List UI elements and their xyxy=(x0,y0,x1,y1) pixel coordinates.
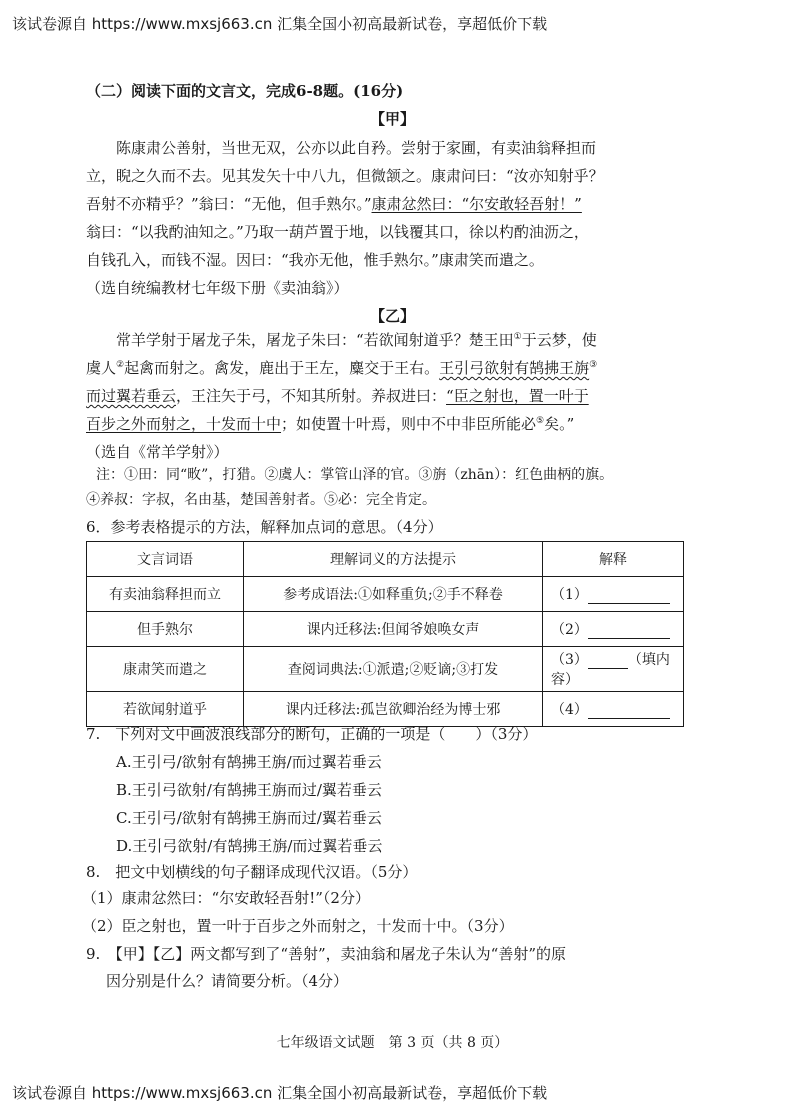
yi-line-3 xyxy=(86,385,589,406)
q8-item-1: （1）康肃忿然曰：“尔安敢轻吾射!”（2分） xyxy=(82,889,370,907)
yi-text-d: 起禽而射之。禽发，鹿出于王左，麋交于王右。 xyxy=(124,359,440,377)
q7-option-b: B.王引弓欲射/有鹄拂王旃而过/翼若垂云 xyxy=(116,781,382,799)
bottom-banner: 该试卷源自 https://www.mxsj663.cn 汇集全国小初高最新试卷，享超低价下载 xyxy=(12,1084,548,1102)
method-cell: 课内迁移法:但闻爷娘唤女声 xyxy=(244,612,543,647)
answer-cell[interactable] xyxy=(543,612,684,647)
yi-source: （选自《常羊学射》） xyxy=(86,443,229,461)
jia-line-2: 立，睨之久而不去。见其发矢十中八九，但微颔之。康肃问曰：“汝亦知射乎？ xyxy=(86,167,604,185)
answer-cell[interactable] xyxy=(543,692,684,727)
jia-line-5: 自钱孔入，而钱不湿。因曰：“我亦无他，惟手熟尔。”康肃笑而遣之。 xyxy=(86,251,544,269)
table-row xyxy=(87,577,684,612)
notes-line-2: ④养叔：字叔，名由基，楚国善射者。⑤必：完全肯定。 xyxy=(86,492,436,508)
table-row xyxy=(87,612,684,647)
jia-line-1: 陈康肃公善射，当世无双，公亦以此自矜。尝射于家圃，有卖油翁释担而 xyxy=(116,139,597,157)
answer-cell[interactable] xyxy=(543,647,684,692)
q7-option-c: C.王引弓/欲射有鹄拂王旃而过/翼若垂云 xyxy=(116,809,382,827)
yi-text-f: ；如使置十叶焉，则中不中非臣所能必 xyxy=(281,415,537,433)
answer-label: （4） xyxy=(551,702,588,718)
table-header: 文言词语 xyxy=(87,542,244,577)
top-banner: 该试卷源自 https://www.mxsj663.cn 汇集全国小初高最新试卷，享超低价下载 xyxy=(12,15,548,33)
method-cell: 查阅词典法:①派遣;②贬谪;③打发 xyxy=(244,647,543,692)
answer-blank[interactable] xyxy=(588,624,670,639)
jia-line-4: 翁曰：“以我酌油知之。”乃取一葫芦置于地，以钱覆其口，徐以杓酌油沥之， xyxy=(86,223,589,241)
note-mark-3: ③ xyxy=(589,360,598,370)
underlined-sentence-2b: 百步之外而射之，十发而十中 xyxy=(86,415,282,433)
yi-line-2 xyxy=(86,357,597,378)
question-9-line-1: 9. 【甲】【乙】两文都写到了“善射”，卖油翁和屠龙子朱认为“善射”的原 xyxy=(86,945,566,963)
underlined-sentence-1: 康肃忿然曰：“尔安敢轻吾射！” xyxy=(371,195,582,213)
table-header: 理解词义的方法提示 xyxy=(244,542,543,577)
jia-line-3 xyxy=(86,193,582,214)
table-row xyxy=(87,647,684,692)
answer-label: （3） xyxy=(551,652,588,668)
answer-blank[interactable] xyxy=(588,704,670,719)
q8-item-2: （2）臣之射也，置一叶于百步之外而射之，十发而十中。（3分） xyxy=(82,917,514,935)
method-cell: 课内迁移法:孤岂欲卿治经为博士邪 xyxy=(244,692,543,727)
word-cell: 康肃笑而遣之 xyxy=(87,647,244,692)
yi-text-b: 于云梦，使 xyxy=(521,331,597,349)
question-8: 8. 把文中划横线的句子翻译成现代汉语。（5分） xyxy=(86,863,418,881)
jia-source: （选自统编教材七年级下册《卖油翁》） xyxy=(86,279,349,297)
wavy-sentence-part-1: 王引弓欲射有鹄拂王旃 xyxy=(439,359,590,377)
yi-text-c: 虞人 xyxy=(86,359,117,377)
word-cell: 但手熟尔 xyxy=(87,612,244,647)
answer-label: （2） xyxy=(551,622,588,638)
answer-label: （1） xyxy=(551,587,588,603)
yi-title: 【乙】 xyxy=(369,307,415,325)
underlined-sentence-2a: “臣之射也，置一叶于 xyxy=(446,387,589,405)
yi-text-e: ，王注矢于弓，不知其所射。养叔进曰： xyxy=(176,387,447,405)
vocab-table xyxy=(86,541,684,727)
yi-line-1 xyxy=(116,329,597,350)
note-mark-5: ⑤ xyxy=(536,416,545,426)
word-cell: 若欲闻射道乎 xyxy=(87,692,244,727)
wavy-sentence-part-2: 而过翼若垂云 xyxy=(86,387,177,405)
answer-blank[interactable] xyxy=(588,589,670,604)
answer-blank[interactable] xyxy=(588,654,628,669)
table-header: 解释 xyxy=(543,542,684,577)
notes-line-1: 注：①田：同“畋”，打猎。②虞人：掌管山泽的官。③旃（zhān）：红色曲柄的旗。 xyxy=(96,467,614,483)
word-cell: 有卖油翁释担而立 xyxy=(87,577,244,612)
table-header-row xyxy=(87,542,684,577)
section-title: （二）阅读下面的文言文，完成6-8题。(16分) xyxy=(86,82,404,100)
question-7: 7. 下列对文中画波浪线部分的断句，正确的一项是（ ）（3分） xyxy=(86,725,538,743)
note-mark-2: ② xyxy=(116,360,125,370)
q7-option-a: A.王引弓/欲射有鹄拂王旃/而过翼若垂云 xyxy=(116,753,382,771)
page-footer: 七年级语文试题 第 3 页（共 8 页） xyxy=(276,1035,509,1051)
note-mark-1: ① xyxy=(513,332,522,342)
q7-option-d: D.王引弓欲射/有鹄拂王旃/而过翼若垂云 xyxy=(116,837,383,855)
question-9-line-2: 因分别是什么？请简要分析。（4分） xyxy=(106,972,349,990)
table-row xyxy=(87,692,684,727)
method-cell: 参考成语法:①如释重负;②手不释卷 xyxy=(244,577,543,612)
yi-line-4 xyxy=(86,413,574,434)
jia-title: 【甲】 xyxy=(369,110,415,128)
jia-line-3-text: 吾射不亦精乎？”翁曰：“无他，但手熟尔。” xyxy=(86,195,372,213)
yi-text-a: 常羊学射于屠龙子朱，屠龙子朱曰：“若欲闻射道乎？楚王田 xyxy=(116,331,514,349)
answer-suffix: （填内容） xyxy=(551,652,670,688)
question-6: 6．参考表格提示的方法，解释加点词的意思。（4分） xyxy=(86,518,443,536)
yi-text-g: 矣。” xyxy=(544,415,575,433)
answer-cell[interactable] xyxy=(543,577,684,612)
